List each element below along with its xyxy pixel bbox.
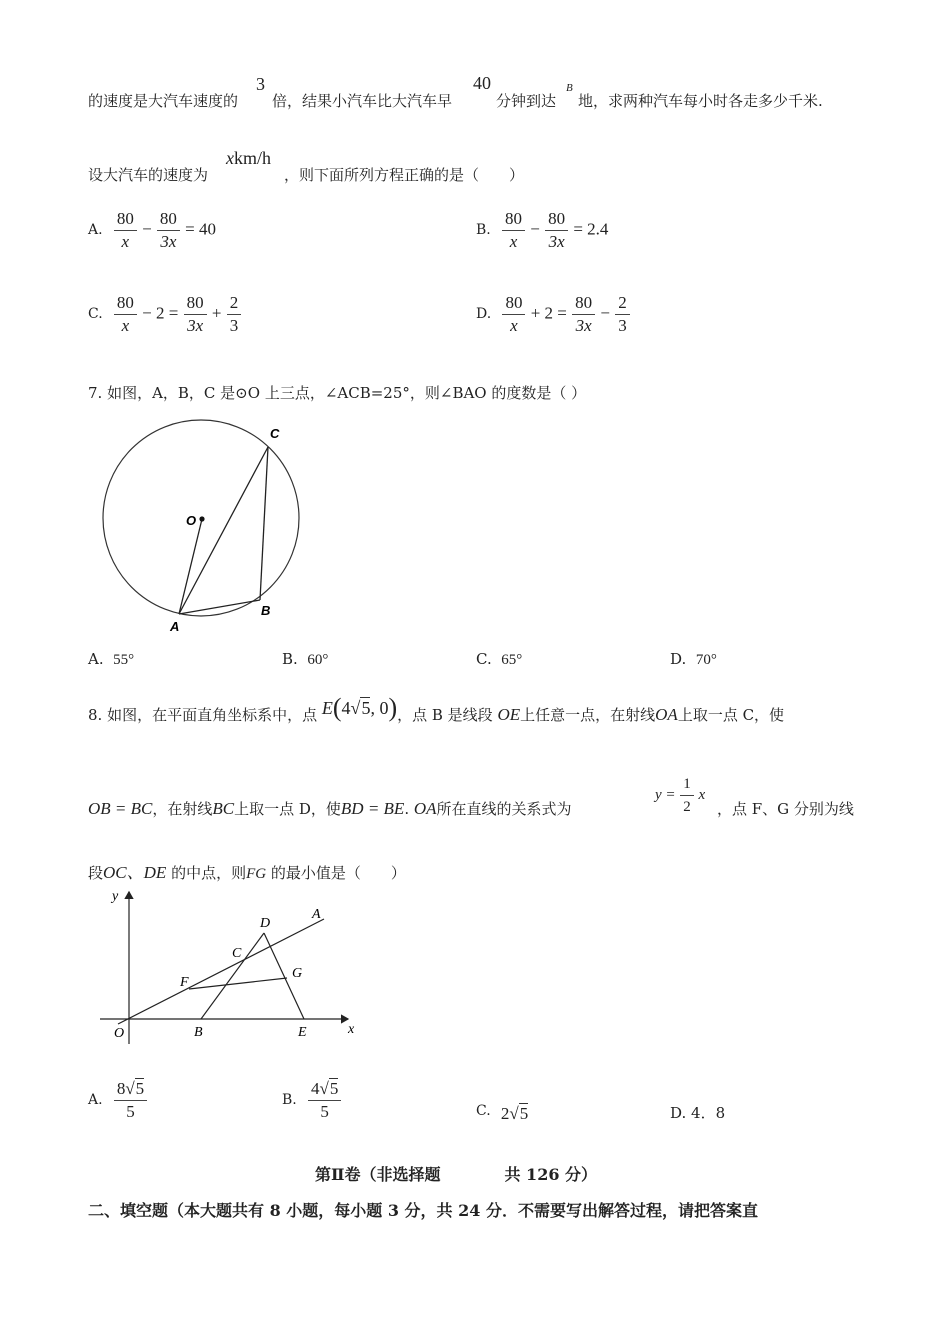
- fig8-label-c: C: [232, 946, 242, 961]
- p8-option-c[interactable]: C. 2√5: [476, 1103, 529, 1123]
- p8-line2: OB = BC，在射线BC上取一点 D，使BD = BE. OA所在直线的关系式为: [88, 799, 572, 818]
- fig8-label-f: F: [180, 975, 189, 990]
- p8-function: y = $\frac{1}{2}$ x: [655, 776, 706, 815]
- p8-option-d[interactable]: D. 4．8: [670, 1104, 726, 1122]
- p8-option-a[interactable]: A. $\frac{8√5}{5}$: [88, 1080, 148, 1121]
- center-point-o: [199, 516, 204, 521]
- p6-line2b: ，则下面所列方程正确的是（ ）: [284, 166, 525, 184]
- fig8-label-o: O: [114, 1026, 125, 1041]
- p8-line3: 段OC、DE 的中点，则FG 的最小值是（ ）: [88, 863, 406, 882]
- p6-option-d[interactable]: D. $\frac{80}{x}$ + 2 = $\frac{80}{3x}$ − $\frac{2}{3}$: [476, 294, 631, 335]
- fig7-label-b: B: [261, 603, 271, 618]
- p6-line1: 的速度是大汽车速度的: [88, 92, 239, 110]
- fill-in-heading: 二、填空题（本大题共有 8 小题，每小题 3 分，共 24 分．不需要写出解答过程，请把答案直: [88, 1201, 758, 1220]
- p6-line1d: 地，求两种汽车每小时各走多少千米.: [578, 92, 823, 110]
- fig8-label-e: E: [298, 1025, 307, 1040]
- section-title: 第Ⅱ卷（非选择题 共 126 分）: [315, 1165, 598, 1184]
- fig8-label-a: A: [312, 907, 321, 922]
- p6-times: 3: [256, 74, 265, 94]
- fig8-label-b: B: [194, 1025, 203, 1040]
- p6-speed: xkm/h: [226, 148, 272, 168]
- fig7-label-a: A: [170, 619, 180, 634]
- p6-option-a[interactable]: A. $\frac{80}{x}$ − $\frac{80}{3x}$ = 40: [88, 209, 216, 251]
- segment-oa: [179, 519, 202, 614]
- fig8-label-g: G: [292, 966, 303, 981]
- fig8-label-y: y: [112, 889, 119, 904]
- p7-option-b[interactable]: B. 60°: [282, 650, 329, 668]
- segment-ab: [179, 600, 260, 614]
- fig8-label-d: D: [260, 916, 271, 931]
- p7-option-a[interactable]: A. 55°: [88, 650, 135, 668]
- p6-line1c: 分钟到达: [496, 92, 557, 110]
- p6-line1b: 倍，结果小汽车比大汽车早: [272, 92, 453, 110]
- p7-option-c[interactable]: C. 65°: [476, 650, 523, 668]
- fig8-label-x: x: [348, 1022, 355, 1037]
- fig7-label-c: C: [270, 426, 280, 441]
- p6-minutes: 40: [473, 73, 491, 93]
- p8-line2e: ，点 F、G 分别为线: [717, 800, 854, 818]
- p6-option-b[interactable]: B. $\frac{80}{x}$ − $\frac{80}{3x}$ = 2.4: [476, 209, 609, 251]
- p7-circle-figure: [98, 418, 308, 638]
- p6-place: B: [566, 82, 573, 94]
- segment-cb: [260, 447, 268, 600]
- p6-option-c[interactable]: C. $\frac{80}{x}$ − 2 = $\frac{80}{3x}$ + $\frac{2}{3}$: [88, 294, 242, 335]
- segment-ac: [179, 447, 268, 614]
- p6-line2: 设大汽车的速度为: [88, 166, 209, 184]
- fig7-label-o: O: [186, 513, 197, 528]
- p8-option-b[interactable]: B. $\frac{4√5}{5}$: [282, 1080, 342, 1121]
- p7-option-d[interactable]: D. 70°: [670, 650, 717, 668]
- p8-coordinate-figure: [98, 886, 373, 1046]
- p7-stem: 7. 如图，A，B，C 是⊙O 上三点，∠ACB=25°，则∠BAO 的度数是（ ）: [88, 384, 587, 402]
- p8-line1: 8. 如图，在平面直角坐标系中，点 E(4√5, 0)，点 B 是线段 OE上任意一点，在射线OA上取一点 C，使: [88, 693, 785, 724]
